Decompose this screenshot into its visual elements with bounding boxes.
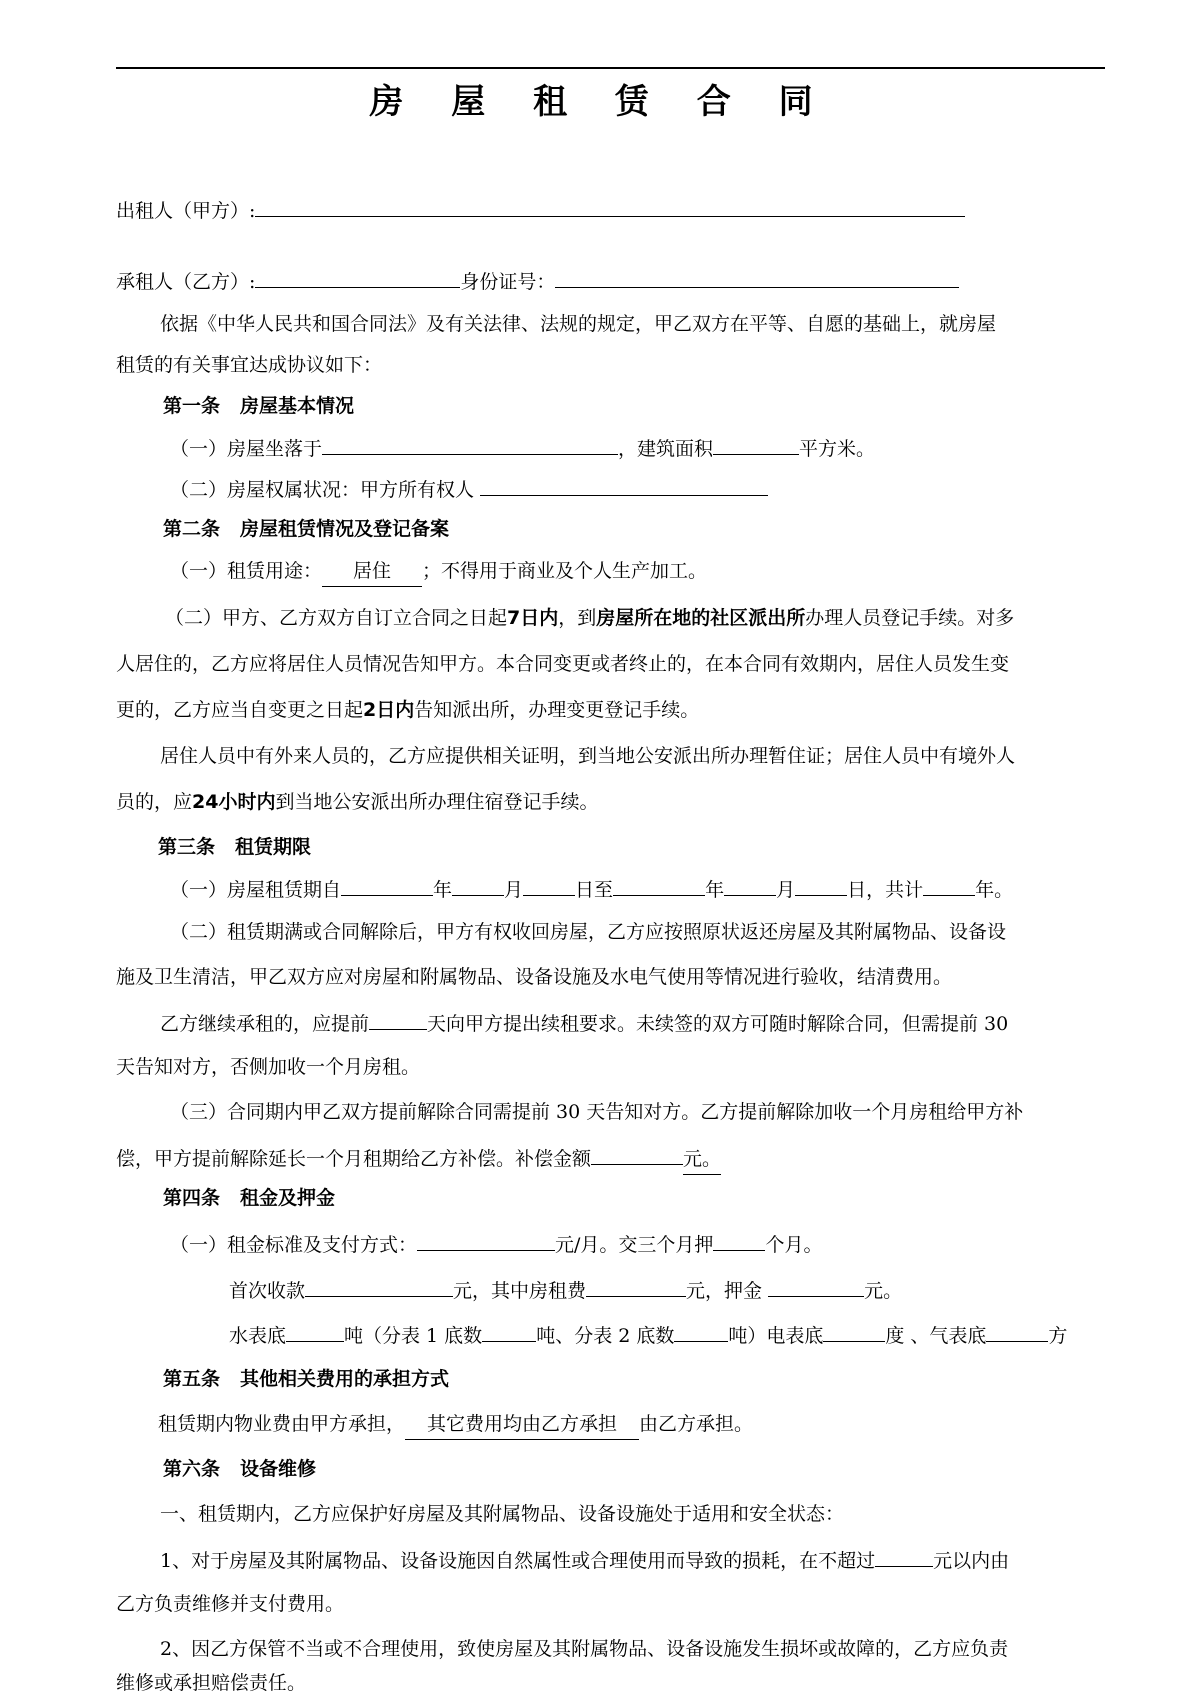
article-4-heading bbox=[163, 1183, 335, 1213]
text-run: 月 bbox=[504, 879, 524, 901]
first-payment-blank[interactable] bbox=[305, 1274, 453, 1297]
article-3-para-line-2: 天告知对方，否侧加收一个月房租。 bbox=[116, 1056, 421, 1078]
article-2-para-line-1: 居住人员中有外来人员的，乙方应提供相关证明，到当地公安派出所办理暂住证；居住人员中有境外人 bbox=[160, 745, 1016, 767]
compensation-blank[interactable] bbox=[591, 1142, 683, 1165]
id-blank[interactable] bbox=[555, 265, 959, 288]
article-5-heading bbox=[163, 1364, 449, 1394]
bold-term: 24小时内 bbox=[192, 791, 276, 813]
text-run: 乙方继续承租的，应提前 bbox=[160, 1013, 370, 1035]
gas-meter-blank[interactable] bbox=[986, 1319, 1048, 1342]
area-unit: 平方米。 bbox=[799, 438, 876, 460]
article-1-number: 第一条 bbox=[163, 395, 221, 417]
text-run: 吨、分表 2 底数 bbox=[536, 1325, 675, 1347]
bold-term: 2日内 bbox=[363, 699, 415, 721]
text-run: 首次收款 bbox=[229, 1280, 306, 1302]
article-6-name: 设备维修 bbox=[240, 1458, 317, 1480]
article-2-name: 房屋租赁情况及登记备案 bbox=[240, 518, 450, 540]
end-year-blank[interactable] bbox=[613, 873, 705, 896]
text-run: 年 bbox=[433, 879, 453, 901]
text-run: 1、对于房屋及其附属物品、设备设施因自然属性或合理使用而导致的损耗，在不超过 bbox=[160, 1550, 876, 1572]
article-2-item-1 bbox=[170, 556, 707, 587]
article-2-number: 第二条 bbox=[163, 518, 221, 540]
text-run: 更的，乙方应当自变更之日起 bbox=[116, 699, 364, 721]
article-6-line-3: 乙方负责维修并支付费用。 bbox=[116, 1593, 345, 1615]
text-run: 日至 bbox=[575, 879, 614, 901]
article-6-line-2 bbox=[160, 1544, 1009, 1576]
text-run: （一）房屋租赁期自 bbox=[170, 879, 342, 901]
article-3-item-2-line-2: 施及卫生清洁，甲乙双方应对房屋和附属物品、设备设施及水电气使用等情况进行验收，结清费用。 bbox=[116, 966, 953, 988]
text-run: （二）甲方、乙方双方自订立合同之日起 bbox=[165, 607, 508, 629]
text-run: 办理人员登记手续。对多 bbox=[805, 607, 1015, 629]
text-run: 。交三个月押 bbox=[599, 1234, 714, 1256]
text-run: 月 bbox=[776, 879, 796, 901]
top-rule bbox=[116, 67, 1105, 69]
text-run: 元，押金 bbox=[686, 1280, 763, 1302]
document-title: 房 屋 租 赁 合 同 bbox=[369, 82, 831, 122]
text-run: 日，共计 bbox=[847, 879, 924, 901]
text-run: 吨（分表 1 底数 bbox=[344, 1325, 483, 1347]
text-run: （一）租金标准及支付方式： bbox=[170, 1234, 418, 1256]
text-run: 方 bbox=[1048, 1325, 1068, 1347]
bold-term: 房屋所在地的社区派出所 bbox=[596, 607, 806, 629]
ownership-label: （二）房屋权属状况：甲方所有权人 bbox=[170, 479, 475, 501]
text-run: 度 、气表底 bbox=[885, 1325, 987, 1347]
text-run: 元，其中房租费 bbox=[453, 1280, 587, 1302]
lessee-label: 承租人（乙方）: bbox=[116, 271, 256, 293]
article-3-name: 租赁期限 bbox=[235, 836, 312, 858]
id-label: 身份证号： bbox=[460, 271, 556, 293]
location-blank[interactable] bbox=[322, 432, 618, 455]
repair-limit-blank[interactable] bbox=[875, 1544, 933, 1567]
article-3-item-3-line-2 bbox=[116, 1142, 721, 1175]
article-3-item-2-line-1: （二）租赁期满或合同解除后，甲方有权收回房屋，乙方应按照原状返还房屋及其附属物品、设备设 bbox=[170, 921, 1007, 943]
text-run: 吨）电表底 bbox=[728, 1325, 824, 1347]
submeter-2-blank[interactable] bbox=[674, 1319, 728, 1342]
article-2-para-line-2 bbox=[116, 787, 598, 817]
start-year-blank[interactable] bbox=[341, 873, 433, 896]
end-day-blank[interactable] bbox=[795, 873, 847, 896]
water-meter-blank[interactable] bbox=[286, 1319, 344, 1342]
article-4-name: 租金及押金 bbox=[240, 1187, 336, 1209]
intro-line-1: 依据《中华人民共和国合同法》及有关法律、法规的规定，甲乙双方在平等、自愿的基础上，就房屋 bbox=[160, 313, 997, 335]
text-run: 元以内由 bbox=[933, 1550, 1010, 1572]
article-2-item-2-line-2: 人居住的，乙方应将居住人员情况告知甲方。本合同变更或者终止的，在本合同有效期内，居住人员发生变 bbox=[116, 653, 1010, 675]
article-3-heading bbox=[158, 832, 311, 862]
article-6-line-5: 维修或承担赔偿责任。 bbox=[116, 1672, 307, 1694]
article-6-line-4: 2、因乙方保管不当或不合理使用，致使房屋及其附属物品、设备设施发生损坏或故障的，乙方应负责 bbox=[160, 1638, 1009, 1660]
use-restriction: ；不得用于商业及个人生产加工。 bbox=[422, 560, 708, 582]
start-month-blank[interactable] bbox=[452, 873, 504, 896]
text-run: 员的，应 bbox=[116, 791, 193, 813]
rent-fee-blank[interactable] bbox=[586, 1274, 686, 1297]
lessee-line bbox=[116, 265, 959, 297]
article-4-number: 第四条 bbox=[163, 1187, 221, 1209]
article-3-para-line-1 bbox=[160, 1007, 1008, 1039]
text-run: 由乙方承担。 bbox=[639, 1413, 754, 1435]
lessor-line bbox=[116, 194, 965, 226]
article-1-heading bbox=[163, 391, 354, 421]
lessee-blank[interactable] bbox=[255, 265, 460, 288]
text-run: 告知派出所，办理变更登记手续。 bbox=[414, 699, 700, 721]
article-1-item-1 bbox=[170, 432, 875, 464]
article-6-heading bbox=[163, 1454, 316, 1484]
lessor-label: 出租人（甲方）: bbox=[116, 200, 256, 222]
text-run: 年。 bbox=[975, 879, 1014, 901]
article-2-item-2-line-3 bbox=[116, 695, 699, 725]
electric-meter-blank[interactable] bbox=[823, 1319, 885, 1342]
article-5-name: 其他相关费用的承担方式 bbox=[240, 1368, 450, 1390]
bold-term: 7日内 bbox=[507, 607, 559, 629]
submeter-1-blank[interactable] bbox=[482, 1319, 536, 1342]
start-day-blank[interactable] bbox=[523, 873, 575, 896]
intro-line-2: 租赁的有关事宜达成协议如下： bbox=[116, 354, 383, 376]
article-1-name: 房屋基本情况 bbox=[240, 395, 355, 417]
text-run: 偿，甲方提前解除延长一个月租期给乙方补偿。补偿金额 bbox=[116, 1148, 592, 1170]
article-2-item-2-line-1 bbox=[165, 603, 1014, 633]
text-run: ，到 bbox=[558, 607, 597, 629]
total-years-blank[interactable] bbox=[923, 873, 975, 896]
renewal-days-blank[interactable] bbox=[369, 1007, 427, 1030]
deposit-months-blank[interactable] bbox=[713, 1228, 765, 1251]
article-5-line bbox=[158, 1409, 753, 1440]
text-run: 元。 bbox=[864, 1280, 903, 1302]
text-run: 元/月 bbox=[555, 1234, 600, 1256]
article-6-line-1: 一、租赁期内，乙方应保护好房屋及其附属物品、设备设施处于适用和安全状态： bbox=[160, 1503, 845, 1525]
text-run: 天向甲方提出续租要求。未续签的双方可随时解除合同，但需提前 30 bbox=[427, 1013, 1009, 1035]
ownership-blank[interactable] bbox=[480, 473, 768, 496]
text-run: 个月。 bbox=[765, 1234, 823, 1256]
use-value[interactable]: 居住 bbox=[322, 556, 422, 587]
article-3-item-3-line-1: （三）合同期内甲乙双方提前解除合同需提前 30 天告知对方。乙方提前解除加收一个月房租给甲方补 bbox=[170, 1101, 1024, 1123]
article-4-first-payment-line bbox=[229, 1274, 902, 1306]
article-2-heading bbox=[163, 514, 449, 544]
article-3-number: 第三条 bbox=[158, 836, 216, 858]
other-fees-fill[interactable]: 其它费用均由乙方承担 bbox=[405, 1409, 639, 1440]
article-1-item-2 bbox=[170, 473, 768, 505]
rent-blank[interactable] bbox=[417, 1228, 555, 1251]
end-month-blank[interactable] bbox=[724, 873, 776, 896]
area-blank[interactable] bbox=[713, 432, 799, 455]
article-5-number: 第五条 bbox=[163, 1368, 221, 1390]
location-label: （一）房屋坐落于 bbox=[170, 438, 323, 460]
text-run: 年 bbox=[705, 879, 725, 901]
text-run: 租赁期内物业费由甲方承担， bbox=[158, 1413, 406, 1435]
use-label: （一）租赁用途： bbox=[170, 560, 323, 582]
text-run: 到当地公安派出所办理住宿登记手续。 bbox=[275, 791, 599, 813]
area-label: ，建筑面积 bbox=[618, 438, 714, 460]
compensation-unit: 元。 bbox=[683, 1144, 721, 1175]
article-4-meter-line bbox=[229, 1319, 1067, 1351]
article-6-number: 第六条 bbox=[163, 1458, 221, 1480]
article-3-item-1 bbox=[170, 873, 1013, 905]
text-run: 水表底 bbox=[229, 1325, 287, 1347]
lessor-blank[interactable] bbox=[255, 194, 965, 217]
article-4-item-1 bbox=[170, 1228, 822, 1260]
deposit-blank[interactable] bbox=[768, 1274, 864, 1297]
